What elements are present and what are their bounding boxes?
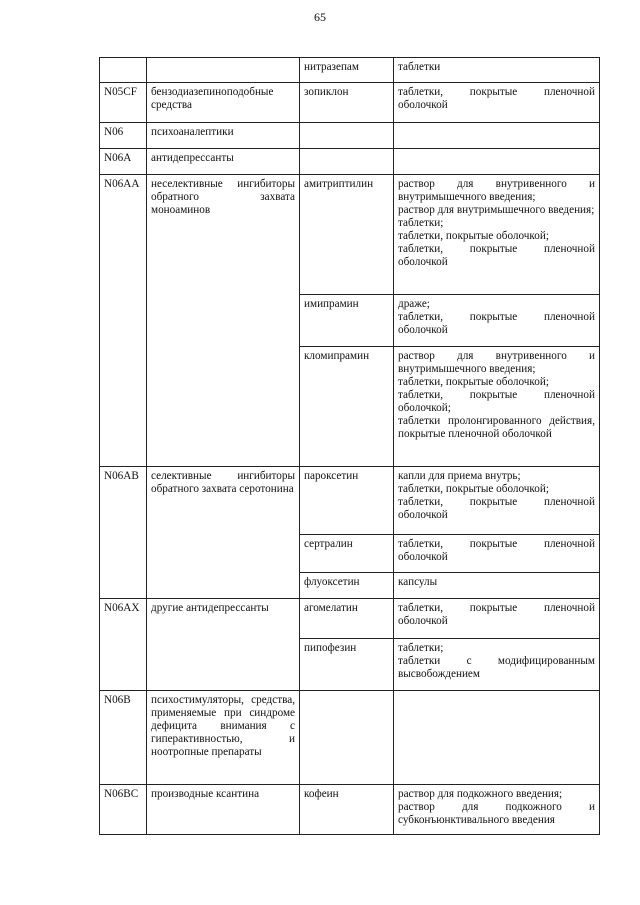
- dosage-form-cell: [394, 691, 600, 785]
- drug-name-cell: [300, 691, 394, 785]
- drug-name-cell: кломипрамин: [300, 347, 394, 467]
- table-row: [100, 58, 600, 83]
- drug-name-cell: зопиклон: [300, 83, 394, 123]
- table-row: [100, 599, 600, 639]
- drug-name-cell: амитриптилин: [300, 175, 394, 295]
- drug-name-cell: сертралин: [300, 535, 394, 573]
- atc-code-cell: N06BC: [100, 785, 147, 835]
- drug-name-cell: [300, 149, 394, 175]
- group-cell: производные ксантина: [147, 785, 300, 835]
- table-row: [100, 467, 600, 535]
- group-cell: [147, 58, 300, 83]
- dosage-form-cell: раствор для внутривенного и внутримышечного введения; раствор для внутримышечного введения; таблетки; таблетки, покрытые оболочкой; таблетки, покрытые пленочной оболочкой: [394, 175, 600, 295]
- atc-code-cell: [100, 58, 147, 83]
- dosage-form-cell: [394, 123, 600, 149]
- drug-name-cell: пипофезин: [300, 639, 394, 691]
- drug-name-cell: [300, 123, 394, 149]
- atc-code-cell: N06AX: [100, 599, 147, 691]
- dosage-form-cell: раствор для внутривенного и внутримышечного введения; таблетки, покрытые оболочкой; таблетки, покрытые пленочной оболочкой; таблетки пролонгированного действия, покрытые пленочной оболочкой: [394, 347, 600, 467]
- dosage-form-cell: капли для приема внутрь; таблетки, покрытые оболочкой; таблетки, покрытые пленочной оболочкой: [394, 467, 600, 535]
- drug-name-cell: агомелатин: [300, 599, 394, 639]
- table-row: [100, 691, 600, 785]
- group-cell: психостимуляторы, средства, применяемые при синдроме дефицита внимания с гиперактивностью, и ноотропные препараты: [147, 691, 300, 785]
- dosage-form-cell: капсулы: [394, 573, 600, 599]
- atc-code-cell: N06AA: [100, 175, 147, 467]
- atc-code-cell: N06B: [100, 691, 147, 785]
- group-cell: селективные ингибиторы обратного захвата серотонина: [147, 467, 300, 599]
- drug-name-cell: кофеин: [300, 785, 394, 835]
- dosage-form-cell: таблетки; таблетки с модифицированным высвобождением: [394, 639, 600, 691]
- page-number: 65: [314, 10, 326, 24]
- table-row: [100, 123, 600, 149]
- drug-table: [99, 57, 600, 835]
- group-cell: бензодиазепиноподобные средства: [147, 83, 300, 123]
- group-cell: антидепрессанты: [147, 149, 300, 175]
- drug-name-cell: нитразепам: [300, 58, 394, 83]
- drug-name-cell: флуоксетин: [300, 573, 394, 599]
- dosage-form-cell: таблетки, покрытые пленочной оболочкой: [394, 83, 600, 123]
- dosage-form-cell: раствор для подкожного введения; раствор для подкожного и субконъюнктивального введения: [394, 785, 600, 835]
- dosage-form-cell: таблетки: [394, 58, 600, 83]
- table-row: [100, 149, 600, 175]
- atc-code-cell: N05CF: [100, 83, 147, 123]
- group-cell: психоаналептики: [147, 123, 300, 149]
- table-row: [100, 175, 600, 295]
- dosage-form-cell: [394, 149, 600, 175]
- atc-code-cell: N06A: [100, 149, 147, 175]
- dosage-form-cell: драже; таблетки, покрытые пленочной оболочкой: [394, 295, 600, 347]
- group-cell: другие антидепрессанты: [147, 599, 300, 691]
- drug-name-cell: пароксетин: [300, 467, 394, 535]
- table-row: [100, 83, 600, 123]
- dosage-form-cell: таблетки, покрытые пленочной оболочкой: [394, 599, 600, 639]
- group-cell: неселективные ингибиторы обратного захвата моноаминов: [147, 175, 300, 467]
- table-row: [100, 785, 600, 835]
- atc-code-cell: N06: [100, 123, 147, 149]
- dosage-form-cell: таблетки, покрытые пленочной оболочкой: [394, 535, 600, 573]
- drug-name-cell: имипрамин: [300, 295, 394, 347]
- atc-code-cell: N06AB: [100, 467, 147, 599]
